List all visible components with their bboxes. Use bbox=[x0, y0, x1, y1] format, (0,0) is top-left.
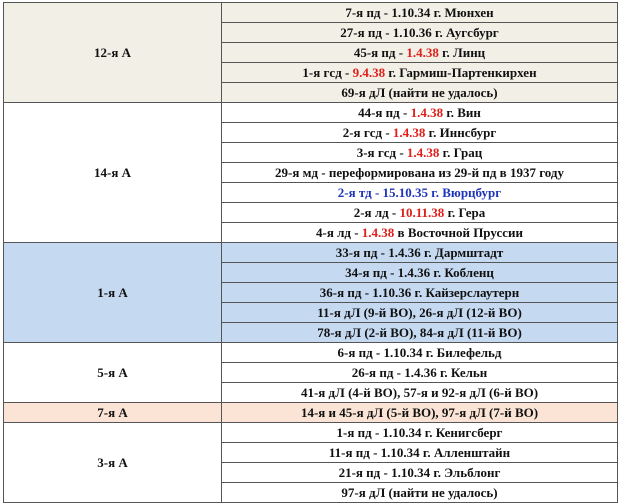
formation-date: 10.11.38 bbox=[399, 204, 445, 220]
division-cell: 41-я дЛ (4-й ВО), 57-я и 92-я дЛ (6-й ВО) bbox=[222, 383, 618, 403]
division-cell: 33-я пд - 1.4.36 г. Дармштадт bbox=[222, 243, 618, 263]
division-cell: 2-я тд - 15.10.35 г. Вюрцбург bbox=[222, 183, 618, 203]
formation-date: 1.4.38 bbox=[361, 224, 395, 240]
table-row bbox=[4, 343, 618, 363]
army-cell: 7-я А bbox=[4, 403, 222, 423]
army-cell: 14-я А bbox=[4, 103, 222, 243]
division-cell: 6-я пд - 1.10.34 г. Билефельд bbox=[222, 343, 618, 363]
division-cell: 45-я пд - 1.4.38 г. Линц bbox=[222, 43, 618, 63]
division-cell: 78-я дЛ (2-й ВО), 84-я дЛ (11-й ВО) bbox=[222, 323, 618, 343]
division-cell: 2-я гсд - 1.4.38 г. Иннсбург bbox=[222, 123, 618, 143]
table-row bbox=[4, 243, 618, 263]
division-cell: 4-я лд - 1.4.38 в Восточной Пруссии bbox=[222, 223, 618, 243]
division-cell: 3-я гсд - 1.4.38 г. Грац bbox=[222, 143, 618, 163]
table-row bbox=[4, 3, 618, 23]
army-cell: 5-я А bbox=[4, 343, 222, 403]
division-cell: 1-я пд - 1.10.34 г. Кенигсберг bbox=[222, 423, 618, 443]
formation-date: 1.4.38 bbox=[406, 144, 440, 160]
table-row bbox=[4, 423, 618, 443]
division-cell: 97-я дЛ (найти не удалось) bbox=[222, 483, 618, 503]
division-cell: 27-я пд - 1.10.36 г. Аугсбург bbox=[222, 23, 618, 43]
division-cell: 36-я пд - 1.10.36 г. Кайзерслаутерн bbox=[222, 283, 618, 303]
division-cell: 11-я пд - 1.10.34 г. Алленштайн bbox=[222, 443, 618, 463]
table-row bbox=[4, 103, 618, 123]
division-cell: 14-я и 45-я дЛ (5-й ВО), 97-я дЛ (7-й ВО) bbox=[222, 403, 618, 423]
formation-date: 1.4.38 bbox=[392, 124, 426, 140]
division-cell: 29-я мд - переформирована из 29-й пд в 1937 году bbox=[222, 163, 618, 183]
formation-date: 9.4.38 bbox=[352, 64, 386, 80]
army-cell: 1-я А bbox=[4, 243, 222, 343]
division-cell: 44-я пд - 1.4.38 г. Вин bbox=[222, 103, 618, 123]
division-cell: 21-я пд - 1.10.34 г. Эльблонг bbox=[222, 463, 618, 483]
formation-date: 1.4.38 bbox=[410, 104, 444, 120]
division-cell: 7-я пд - 1.10.34 г. Мюнхен bbox=[222, 3, 618, 23]
army-cell: 3-я А bbox=[4, 423, 222, 503]
division-cell: 26-я пд - 1.4.36 г. Кельн bbox=[222, 363, 618, 383]
division-cell: 11-я дЛ (9-й ВО), 26-я дЛ (12-й ВО) bbox=[222, 303, 618, 323]
army-cell: 12-я А bbox=[4, 3, 222, 103]
table-row bbox=[4, 403, 618, 423]
division-cell: 34-я пд - 1.4.36 г. Кобленц bbox=[222, 263, 618, 283]
army-divisions-table bbox=[3, 2, 618, 503]
formation-date: 1.4.38 bbox=[406, 44, 439, 60]
division-cell: 2-я лд - 10.11.38 г. Гера bbox=[222, 203, 618, 223]
division-cell: 69-я дЛ (найти не удалось) bbox=[222, 83, 618, 103]
division-cell: 1-я гсд - 9.4.38 г. Гармиш-Партенкирхен bbox=[222, 63, 618, 83]
